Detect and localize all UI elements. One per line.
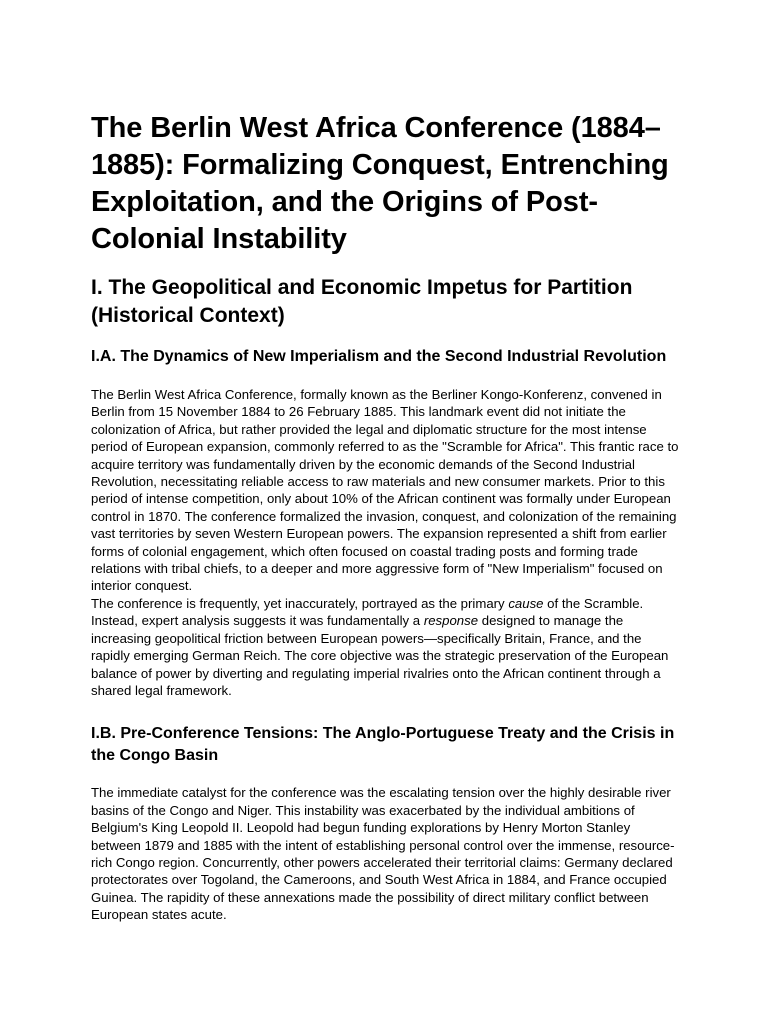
paragraph-1a-1: The Berlin West Africa Conference, formally known as the Berliner Kongo-Konferenz, convened in Berlin from 15 November 1884 to 26 February 1885. This landmark event did not initiate the colonization of Africa, but rather provided the legal and diplomatic structure for the most intense period of European expansion, commonly referred to as the "Scramble for Africa". This frantic race to acquire territory was fundamentally driven by the economic demands of the Second Industrial Revolution, necessitating reliable access to raw materials and new consumer markets. Prior to this period of intense competition, only about 10% of the African continent was formally under European control in 1870. The conference formalized the invasion, conquest, and colonization of the remaining vast territories by seven Western European powers. The expansion represented a shift from earlier forms of colonial engagement, which often focused on coastal trading posts and forming trade relations with tribal chiefs, to a deeper and more aggressive form of "New Imperialism" focused on interior conquest.	[91, 387, 679, 594]
document-page	[91, 110, 683, 924]
subsection-body-1a	[91, 386, 683, 699]
subsection-heading-1a: I.A. The Dynamics of New Imperialism and the Second Industrial Revolution	[91, 348, 667, 365]
paragraph-1a-2-text-1: The conference is frequently, yet inaccurately, portrayed as the primary	[91, 595, 509, 611]
emphasis-response: response	[423, 613, 479, 629]
section-heading-1: I. The Geopolitical and Economic Impetus for Partition (Historical Context)	[91, 276, 633, 327]
paragraph-1b-1: The immediate catalyst for the conference was the escalating tension over the highly desirable river basins of the Congo and Niger. This instability was exacerbated by the individual ambitions of Belgium's King Leopold II. Leopold had begun funding explorations by Henry Morton Stanley between 1879 and 1885 with the intent of establishing personal control over the immense, resource-rich Congo region. Concurrently, other powers accelerated their territorial claims: Germany declared protectorates over Togoland, the Cameroons, and South West Africa in 1884, and France occupied Guinea. The rapidity of these annexations made the possibility of direct military conflict between European states acute.	[91, 785, 675, 923]
subsection-body-1b	[91, 784, 683, 923]
emphasis-cause: cause	[508, 595, 544, 611]
paragraph-1a-2-text-3: designed to manage the increasing geopolitical friction between European powers—specifically Britain, France, and the rapidly emerging German Reich. The core objective was the strategic preservation of the European balance of power by diverting and regulating imperial rivalries onto the African continent through a shared legal framework.	[91, 613, 669, 698]
paragraph-1a-2-text-2: of the Scramble. Instead, expert analysis suggests it was fundamentally a	[91, 595, 644, 629]
subsection-heading-1b: I.B. Pre-Conference Tensions: The Anglo-Portuguese Treaty and the Crisis in the Congo Basin	[91, 725, 675, 765]
document-title: The Berlin West Africa Conference (1884–1885): Formalizing Conquest, Entrenching Exploitation, and the Origins of Post-Colonial Instability	[91, 112, 669, 255]
paragraph-1a-2	[91, 595, 683, 699]
